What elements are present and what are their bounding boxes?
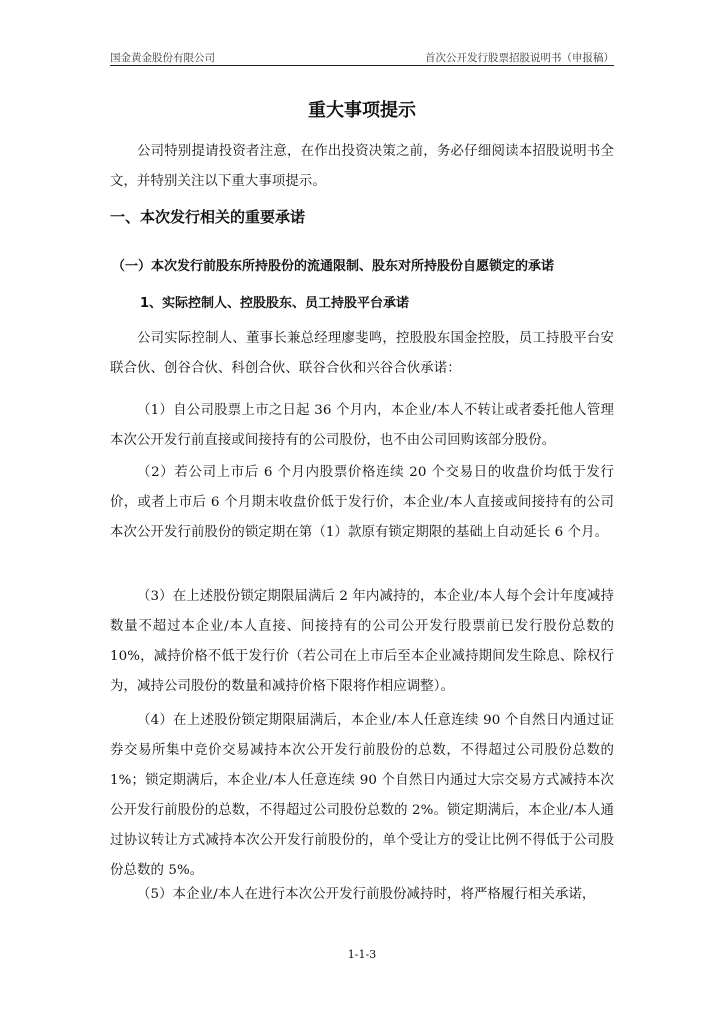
page-number: 1-1-3 [347,948,377,961]
paragraph-clause-5: （5）本企业/本人在进行本次公开发行前股份减持时，将严格履行相关承诺， [137,887,596,902]
item-heading: 1、实际控制人、控股股东、员工持股平台承诺 [140,296,410,311]
paragraph-clause-1: （1）自公司股票上市之日起 36 个月内，本企业/本人不转让或者委托他人管理本次公开发行前直接或间接持有的公司股份，也不由公司回购该部分股份。 [110,403,614,448]
header-doc-title: 首次公开发行股票招股说明书（申报稿） [425,52,614,64]
paragraph-clause-2: （2）若公司上市后 6 个月内股票价格连续 20 个交易日的收盘价均低于发行价，或者上市后 6 个月期末收盘价低于发行价，本企业/本人直接或间接持有的公司本次公开发行前股份的锁定期在第（1）款原有锁定期限的基础上自动延长 6 个月。 [110,465,614,540]
paragraph-clause-4: （4）在上述股份锁定期限届满后，本企业/本人任意连续 90 个自然日内通过证券交易所集中竞价交易减持本次公开发行前股份的总数，不得超过公司股份总数的 1%；锁定期满后，本企业/本人任意连续 90 个自然日内通过大宗交易方式减持本次公开发行前股份的总数，不得超过公司股份总数的 2%。锁定期满后，本企业/本人通过协议转让方式减持本次公开发行前股份的，单个受让方的受让比例不得低于公司股份总数的 5%。 [110,713,614,878]
subsection-heading: （一）本次发行前股东所持股份的流通限制、股东对所持股份自愿锁定的承诺 [112,259,555,274]
intro-paragraph: 公司特别提请投资者注意，在作出投资决策之前，务必仔细阅读本招股说明书全文，并特别关注以下重大事项提示。 [110,144,614,189]
header-company: 国金黄金股份有限公司 [110,52,215,64]
page-title: 重大事项提示 [308,100,416,121]
page-header [110,45,614,66]
paragraph-commitment-intro: 公司实际控制人、董事长兼总经理廖斐鸣，控股股东国金控股，员工持股平台安联合伙、创谷合伙、科创合伙、联谷合伙和兴谷合伙承诺： [110,331,614,376]
paragraph-clause-3: （3）在上述股份锁定期限届满后 2 年内减持的，本企业/本人每个会计年度减持数量不超过本企业/本人直接、间接持有的公司公开发行股票前已发行股份总数的 10%，减持价格不低于发行价（若公司在上市后至本企业减持期间发生除息、除权行为，减持公司股份的数量和减持价格下限将作相应调整）。 [110,589,614,694]
section-heading: 一、本次发行相关的重要承诺 [110,208,306,226]
